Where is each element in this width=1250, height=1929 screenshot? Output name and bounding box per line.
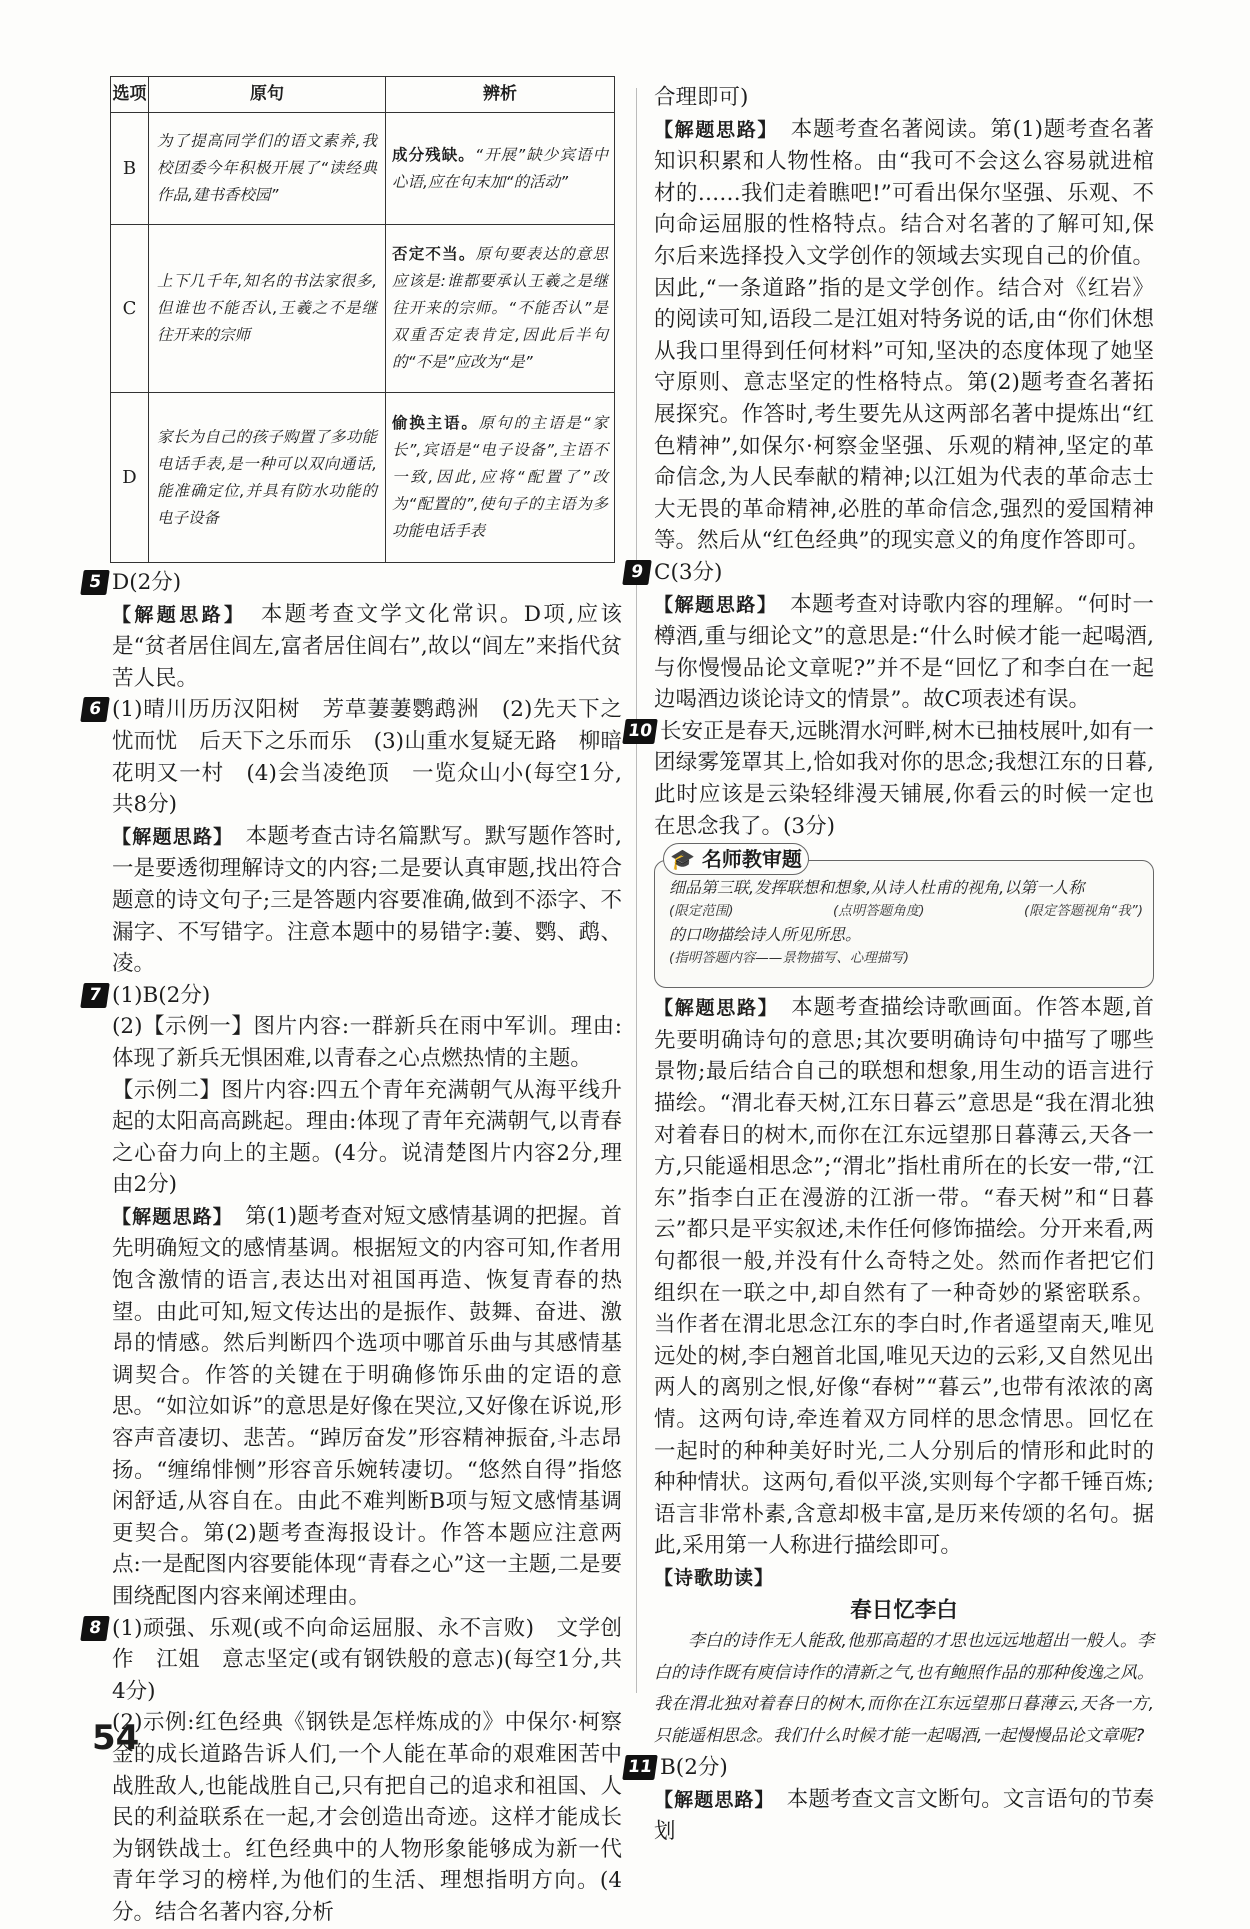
q8-explanation: 【解题思路】 本题考查名著阅读。第(1)题考查名著知识积累和人物性格。由“我可不会这么容易就进棺材的……我们走着瞧吧!”可看出保尔坚强、乐观、不向命运屈服的性格特点。结合对名著的了解可知,保尔后来选择投入文学创作的领域去实现自己的价值。因此,“一条道路”指的是文学创作。结合对《红岩》的阅读可知,语段二是江姐对特务说的话,由“你们休想从我口里得到任何材料”可知,坚决的态度体现了她坚守原则、意志坚定的性格特点。第(2)题考查名著拓展探究。作答时,考生要先从这两部名著中提炼出“红色精神”,如保尔·柯察金坚强、乐观的精神,坚定的革命信念,为人民奉献的精神;以江姐为代表的革命志士大无畏的革命精神,必胜的革命信念,强烈的爱国精神等。然后从“红色经典”的现实意义的角度作答即可。 [654,116,1154,554]
table-cell-option: C [111,225,149,393]
q11-explanation: 【解题思路】 本题考查文言文断句。文言语句的节奏划 [654,1786,1154,1845]
q8-answer: 8 (1)顽强、乐观(或不向命运屈服、永不言败) 文学创作 江姐 意志坚定(或有钢铁般的意志)(每空1分,共4分) [112,1613,622,1708]
q7-example-2: 【示例二】图片内容:四五个青年充满朝气从海平线升起的太阳高高跳起。理由:体现了青年充满朝气,以青春之心奋力向上的主题。(4分。说清楚图片内容2分,理由2分) [112,1077,622,1198]
question-number: 11 [622,1755,658,1780]
q9-explanation: 【解题思路】 本题考查对诗歌内容的理解。“何时一樽酒,重与细论文”的意思是:“什么时候才能一起喝酒,与你慢慢品论文章呢?”并不是“回忆了和李白在一起边喝酒边谈论诗文的情景”。故C项表述有误。 [654,591,1154,713]
solution-tag: 【解题思路】 [112,603,237,626]
tips-note-4: (指明答题内容——景物描写、心理描写) [669,950,910,967]
teacher-tips-box [654,847,1154,988]
table-row [111,225,615,393]
table-cell-sentence: 上下几千年,知名的书法家很多,但谁也不能否认,王羲之不是继往开来的宗师 [149,225,386,393]
tips-notes-1: (限定范围) (点明答题角度) (限定答题视角“我”) [669,903,1143,920]
question-number: 6 [80,697,110,722]
hat-icon: 🎓 [670,847,695,872]
left-column [87,76,622,1929]
q7-answer: 7 (1)B(2分) [112,980,622,1012]
table-cell-option: B [111,113,149,225]
table-cell-analysis [386,225,615,393]
analysis-keyword: 成分残缺。 [392,145,475,164]
question-number: 10 [622,719,658,744]
question-number: 9 [622,560,652,585]
table-header-row [111,77,615,113]
analysis-keyword: 偷换主语。 [392,414,479,432]
q7-explanation: 【解题思路】 第(1)题考查对短文感情基调的把握。首先明确短文的感情基调。根据短文的内容可知,作者用饱含激情的语言,表达出对祖国再造、恢复青春的热望。由此可知,短文传达出的是振作、鼓舞、奋进、激昂的情感。然后判断四个选项中哪首乐曲与其感情基调契合。作答的关键在于明确修饰乐曲的定语的意思。“如泣如诉”的意思是好像在哭泣,又好像在诉说,形容声音凄切、悲苦。“踔厉奋发”形容精神振奋,斗志昂扬。“缠绵悱恻”形容音乐婉转凄切。“悠然自得”指悠闲舒适,从容自在。由此不难判断B项与短文感情基调更契合。第(2)题考查海报设计。作答本题应注意两点:一是配图内容要能体现“青春之心”这一主题,二是要围绕配图内容来阐述理由。 [112,1203,622,1609]
q6-explanation: 【解题思路】 本题考查古诗名篇默写。默写题作答时,一是要透彻理解诗文的内容;二是要认真审题,找出符合题意的诗文句子;三是答题内容要准确,做到不添字、不漏字、不写错字。注意本题中的易错字:萋、鹦、鹉、凌。 [112,823,622,977]
table-cell-sentence: 为了提高同学们的语文素养,我校团委今年积极开展了“读经典作品,建书香校园” [149,113,386,225]
q10-explanation: 【解题思路】 本题考查描绘诗歌画面。作答本题,首先要明确诗句的意思;其次要明确诗句中描写了哪些景物;最后结合自己的联想和想象,用生动的语言进行描绘。“渭北春天树,江东日暮云”意思是“我在渭北独对着春日的树木,而你在江东远望那日暮薄云,天各一方,只能遥相思念”;“渭北”指杜甫所在的长安一带,“江东”指李白正在漫游的江浙一带。“春天树”和“日暮云”都只是平实叙述,未作任何修饰描绘。分开来看,两句都很一般,并没有什么奇特之处。然而作者把它们组织在一联之中,却自然有了一种奇妙的紧密联系。当作者在渭北思念江东的李白时,作者遥望南天,唯见远处的树,李白翘首北国,唯见天边的云彩,又自然见出两人的离别之恨,好像“春树”“暮云”,也带有浓浓的离情。这两句诗,牵连着双方同样的思念情思。回忆在一起时的种种美好时光,二人分别后的情形和此时的种种情状。这两句,看似平淡,实则每个字都千锤百炼;语言非常朴素,含意却极丰富,是历来传颂的名句。据此,采用第一人称进行描绘即可。 [654,995,1154,1559]
solution-tag: 【解题思路】 [654,1788,766,1811]
table-cell-analysis [386,393,615,563]
q5-answer: 5 D(2分) [112,567,622,599]
table-cell-analysis [386,113,615,225]
analysis-keyword: 否定不当。 [392,245,476,263]
question-number: 7 [80,983,110,1008]
q10-answer: 10 长安正是春天,远眺渭水河畔,树木已抽枝展叶,如有一团绿雾笼罩其上,恰如我对你的思念;我想江东的日暮,此时应该是云染轻绯漫天铺展,你看云的时候一定也在思念我了。(3分) [654,716,1154,842]
teacher-tips-title: 🎓 名师教审题 [663,843,809,875]
table-row [111,113,615,225]
right-column [626,82,1154,1848]
tips-line-1: 细品第三联,发挥联想和想象,从诗人杜甫的视角,以第一人称 [669,878,1085,898]
table-header: 选项 [111,77,149,113]
q7-example-1: (2)【示例一】图片内容:一群新兵在雨中军训。理由:体现了新兵无惧困难,以青春之心点燃热情的主题。 [112,1014,622,1071]
analysis-text: 原句要表达的意思应该是:谁都要承认王羲之是继往开来的宗师。“不能否认”是双重否定表肯定,因此后半句的“不是”应改为“是” [392,245,608,371]
table-header: 辨析 [386,77,615,113]
q6-answer: 6 (1)晴川历历汉阳树 芳草萋萋鹦鹉洲 (2)先天下之忧而忧 后天下之乐而乐 (3)山重水复疑无路 柳暗花明又一村 (4)会当凌绝顶 一览众山小(每空1分,共8分) [112,694,622,820]
solution-tag: 【解题思路】 [112,825,224,848]
solution-tag: 【解题思路】 [654,593,768,616]
analysis-table [110,76,615,563]
poem-translation: 李白的诗作无人能敌,他那高超的才思也远远地超出一般人。李白的诗作既有庾信诗作的清新之气,也有鲍照作品的那种俊逸之风。我在渭北独对着春日的树木,而你在江东远望那日暮薄云,天各一方,只能遥相思念。我们什么时候才能一起喝酒,一起慢慢品论文章呢? [654,1631,1154,1746]
table-header: 原句 [149,77,386,113]
poem-reading-tag: 【诗歌助读】 [654,1566,775,1589]
question-number: 5 [80,570,110,595]
table-row [111,393,615,563]
page-number: 54 [92,1718,140,1758]
question-number: 8 [80,1616,110,1641]
analysis-text: “开展”缺少宾语中心语,应在句末加“的活动” [392,145,608,191]
table-cell-option: D [111,393,149,563]
solution-tag: 【解题思路】 [112,1205,224,1228]
q11-answer: 11 B(2分) [654,1752,1154,1784]
q5-explanation: 【解题思路】 本题考查文学文化常识。D项,应该是“贫者居住闾左,富者居住闾右”,故以“闾左”来指代贫苦人民。 [112,601,622,691]
q9-answer: 9 C(3分) [654,557,1154,589]
q8-example: (2)示例:红色经典《钢铁是怎样炼成的》中保尔·柯察金的成长道路告诉人们,一个人能在革命的艰难困苦中战胜敌人,也能战胜自己,只有把自己的追求和祖国、人民的利益联系在一起,才会创造出奇迹。这样才能成长为钢铁战士。红色经典中的人物形象能够成为新一代青年学习的榜样,为他们的生活、理想指明方向。(4分。结合名著内容,分析 [112,1710,622,1925]
analysis-text: 原句的主语是“家长”,宾语是“电子设备”,主语不一致,因此,应将“配置了”改为“配置的”,使句子的主语为多功能电话手表 [392,414,608,540]
column-divider [636,88,637,1693]
tips-line-2: 的口吻描绘诗人所见所思。 [669,925,862,945]
solution-tag: 【解题思路】 [654,118,769,141]
poem-title: 春日忆李白 [850,1597,958,1623]
solution-tag: 【解题思路】 [654,997,769,1020]
table-cell-sentence: 家长为自己的孩子购置了多功能电话手表,是一种可以双向通话,能准确定位,并具有防水功能的电子设备 [149,393,386,563]
continued-text: 合理即可) [654,85,749,110]
